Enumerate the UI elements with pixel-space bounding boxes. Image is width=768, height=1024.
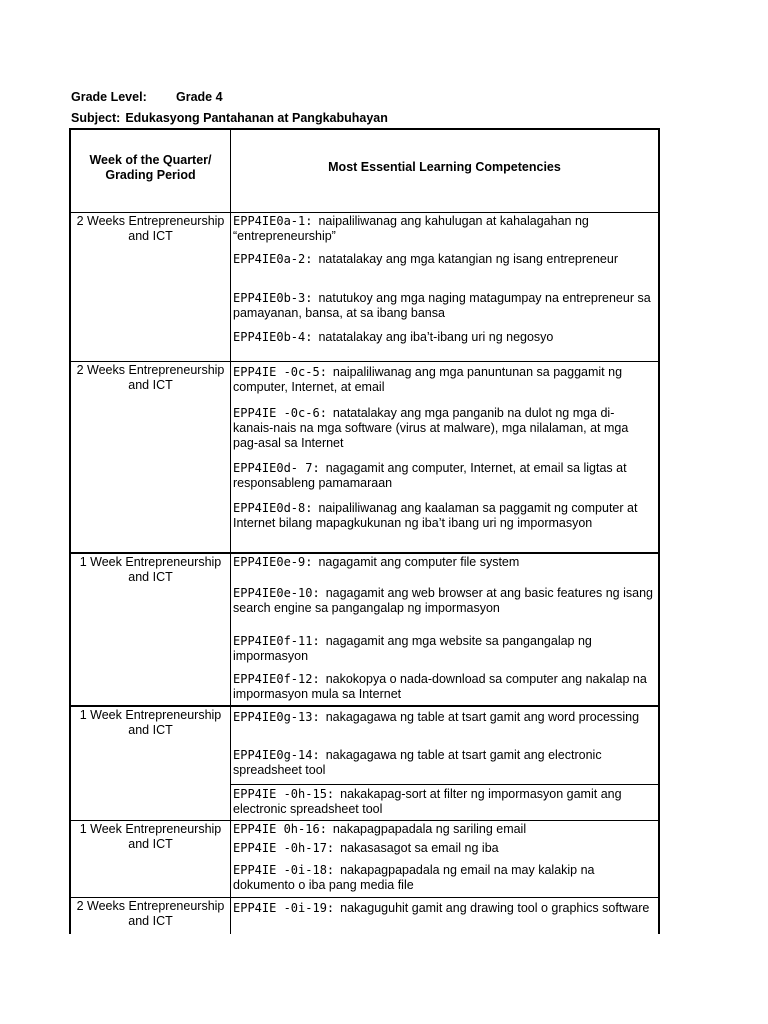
competency-item [233, 252, 654, 267]
col-header-competencies: Most Essential Learning Competencies [328, 160, 561, 174]
row-competencies [231, 898, 658, 934]
competency-code: EPP4IE -0h-17: [233, 841, 335, 855]
competency-item [233, 634, 654, 664]
competency-text: nakagagawa ng table at tsart gamit ang word processing [325, 710, 640, 724]
competency-code: EPP4IE -0i-18: [233, 863, 335, 877]
table-row [71, 820, 658, 898]
competency-code: EPP4IE0f-11: [233, 634, 320, 648]
competency-item [233, 291, 654, 321]
melc-table [69, 128, 660, 934]
competency-text: nagagamit ang computer, Internet, at email sa ligtas at responsableng pamamaraan [233, 461, 627, 490]
competency-code: EPP4IE0f-12: [233, 672, 320, 686]
competency-text: nagagamit ang computer file system [318, 555, 520, 569]
competency-code: EPP4IE0b-4: [233, 330, 313, 344]
competency-text: nakakapag-sort at filter ng impormasyon gamit ang electronic spreadsheet tool [233, 787, 622, 816]
row-period: 2 Weeks Entrepreneurship and ICT [71, 898, 231, 934]
competency-code: EPP4IE0e-10: [233, 586, 320, 600]
competency-code: EPP4IE -0c-6: [233, 406, 327, 420]
competency-text: naipaliliwanag ang kaalaman sa paggamit ng computer at Internet bilang mapagkukunan ng iba’t ibang uri ng impormasyon [233, 501, 638, 530]
table-row [71, 361, 658, 553]
competency-item [233, 365, 654, 395]
competency-item [233, 555, 654, 570]
row-period: 1 Week Entrepreneurship and ICT [71, 707, 231, 822]
grade-level-value: Grade 4 [176, 90, 223, 104]
row-period: 1 Week Entrepreneurship and ICT [71, 554, 231, 707]
row-competencies [231, 362, 658, 553]
row-period: 2 Weeks Entrepreneurship and ICT [71, 213, 231, 362]
competency-text: naipaliliwanag ang mga panuntunan sa paggamit ng computer, Internet, at email [233, 365, 623, 394]
competency-item [233, 672, 654, 702]
competency-text: nakapagpapadala ng sariling email [332, 822, 527, 836]
subject-label: Subject: [71, 111, 121, 125]
competency-item [233, 863, 654, 893]
competency-text: natatalakay ang mga katangian ng isang entrepreneur [318, 252, 619, 266]
row-competencies [231, 554, 658, 707]
competency-item [233, 501, 654, 531]
competency-item [233, 841, 654, 856]
competency-text: nakokopya o nada-download sa computer ang nakalap na impormasyon mula sa Internet [233, 672, 647, 701]
row-period: 2 Weeks Entrepreneurship and ICT [71, 362, 231, 553]
competency-text: nagagamit ang web browser at ang basic features ng isang search engine sa pangangalap ng impormasyon [233, 586, 653, 615]
competency-code: EPP4IE 0h-16: [233, 822, 327, 836]
row-competencies [231, 821, 658, 898]
competency-text: natatalakay ang mga panganib na dulot ng mga di-kanais-nais na mga software (virus at malware), mga nilalaman, at mga pag-asal sa Internet [233, 406, 629, 450]
cell-divider [231, 784, 658, 785]
row-competencies [231, 213, 658, 362]
competency-text: naipaliliwanag ang kahulugan at kahalagahan ng “entrepreneurship” [233, 214, 589, 243]
competency-item [233, 901, 654, 916]
row-period: 1 Week Entrepreneurship and ICT [71, 821, 231, 898]
competency-item [233, 586, 654, 616]
competency-code: EPP4IE0d-8: [233, 501, 313, 515]
competency-text: nakasasagot sa email ng iba [340, 841, 499, 855]
subject-value: Edukasyong Pantahanan at Pangkabuhayan [125, 111, 388, 125]
grade-level-label: Grade Level: [71, 90, 147, 104]
competency-code: EPP4IE0g-14: [233, 748, 320, 762]
row-competencies [231, 707, 658, 822]
table-row [71, 212, 658, 362]
competency-item [233, 406, 654, 451]
competency-code: EPP4IE0g-13: [233, 710, 320, 724]
subject-line [71, 111, 388, 125]
table-row [71, 705, 658, 822]
competency-code: EPP4IE0b-3: [233, 291, 313, 305]
competency-code: EPP4IE -0c-5: [233, 365, 327, 379]
competency-text: nakaguguhit gamit ang drawing tool o graphics software [340, 901, 650, 915]
competency-item [233, 330, 654, 345]
competency-code: EPP4IE0a-2: [233, 252, 313, 266]
competency-text: natatalakay ang iba’t-ibang uri ng negosyo [318, 330, 554, 344]
grade-level-line [71, 90, 223, 104]
competency-item [233, 787, 654, 817]
table-header-row [71, 128, 658, 212]
competency-code: EPP4IE -0h-15: [233, 787, 335, 801]
competency-code: EPP4IE -0i-19: [233, 901, 335, 915]
competency-text: nagagamit ang mga website sa pangangalap ng impormasyon [233, 634, 592, 663]
competency-code: EPP4IE0a-1: [233, 214, 313, 228]
competency-text: natutukoy ang mga naging matagumpay na entrepreneur sa pamayanan, bansa, at sa ibang bansa [233, 291, 651, 320]
competency-item [233, 214, 654, 244]
competency-code: EPP4IE0e-9: [233, 555, 313, 569]
competency-item [233, 748, 654, 778]
competency-item [233, 710, 654, 725]
table-row [71, 897, 658, 934]
col-header-week: Week of the Quarter/ Grading Period [71, 128, 231, 212]
competency-item [233, 822, 654, 837]
competency-text: nakagagawa ng table at tsart gamit ang electronic spreadsheet tool [233, 748, 602, 777]
competency-item [233, 461, 654, 491]
table-row [71, 552, 658, 707]
competency-text: nakapagpapadala ng email na may kalakip na dokumento o iba pang media file [233, 863, 595, 892]
competency-code: EPP4IE0d- 7: [233, 461, 320, 475]
